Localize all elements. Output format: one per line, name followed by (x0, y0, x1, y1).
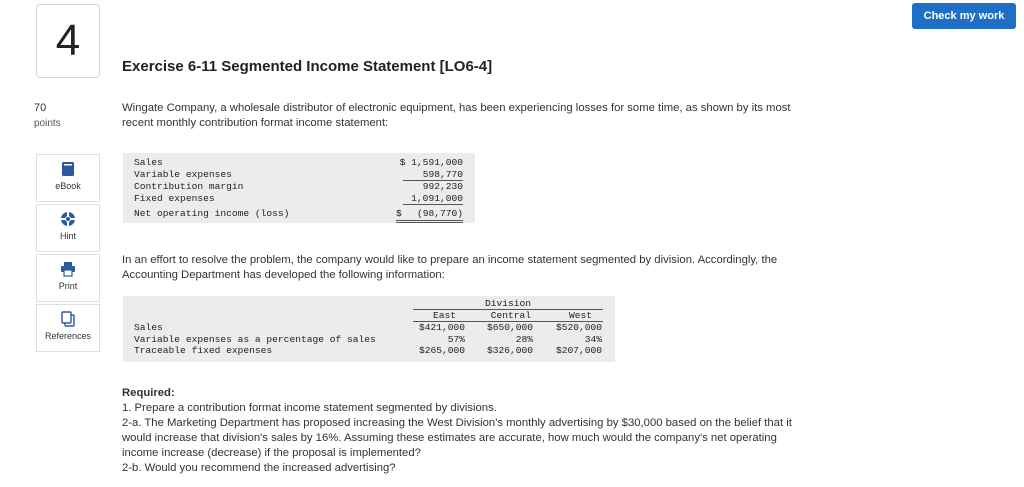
points-value: 70 (34, 102, 47, 114)
cell-central-traceable-fixed: $326,000 (486, 345, 533, 356)
cell-east-variable-pct: 57% (447, 334, 465, 345)
references-label: References (44, 331, 92, 341)
required-item-2a-line-1: 2-a. The Marketing Department has proposed increasing the West Division's monthly advertising by $30,000 based on the belief that it (122, 417, 792, 429)
column-header-east: East (432, 310, 456, 321)
check-my-work-button[interactable]: Check my work (912, 3, 1016, 29)
printer-icon (60, 261, 76, 277)
division-group-header: Division (485, 298, 532, 309)
cell-east-traceable-fixed: $265,000 (418, 345, 465, 356)
book-icon (60, 161, 76, 177)
net-income-dollar-sign: $ (396, 208, 402, 219)
division-table (123, 296, 615, 362)
required-item-2a-line-3: income increase (decrease) if the proposal is implemented? (122, 447, 421, 459)
total-double-rule (396, 220, 463, 223)
hint-label: Hint (59, 231, 76, 241)
row-label-contribution-margin: Contribution margin (134, 181, 244, 192)
question-number: 4 (36, 4, 100, 78)
division-row-label-sales: Sales (134, 322, 163, 333)
required-section (122, 386, 892, 476)
row-label-variable-expenses: Variable expenses (134, 169, 232, 180)
print-button[interactable] (36, 254, 100, 302)
value-fixed-expenses: 1,091,000 (411, 193, 463, 204)
points-label: points (34, 118, 61, 129)
value-variable-expenses: 598,770 (422, 169, 463, 180)
middle-line-2: Accounting Department has developed the following information: (122, 269, 445, 281)
required-heading: Required: (122, 387, 175, 399)
ebook-label: eBook (55, 181, 81, 191)
cell-east-sales: $421,000 (418, 322, 465, 333)
intro-paragraph (122, 101, 882, 131)
value-net-operating-income: (98,770) (416, 208, 463, 219)
copy-icon (60, 311, 76, 327)
row-label-sales: Sales (134, 157, 163, 168)
income-statement-table (123, 153, 475, 223)
required-item-1: 1. Prepare a contribution format income statement segmented by divisions. (122, 402, 497, 414)
points-indicator (34, 101, 61, 131)
row-label-net-operating-income: Net operating income (loss) (134, 208, 290, 219)
required-item-2a-line-2: would increase that division's sales by 16%. Assuming these estimates are accurate, how much would the company's net operating (122, 432, 777, 444)
intro-line-1: Wingate Company, a wholesale distributor of electronic equipment, has been experiencing losses for some time, as shown by its most (122, 102, 791, 114)
exercise-title: Exercise 6-11 Segmented Income Statement [LO6-4] (122, 58, 493, 75)
lifebuoy-icon (60, 211, 76, 227)
references-button[interactable] (36, 304, 100, 352)
middle-line-1: In an effort to resolve the problem, the company would like to prepare an income statement segmented by division. Accordingly, the (122, 254, 778, 266)
print-label: Print (58, 281, 78, 291)
value-contribution-margin: 992,230 (422, 181, 463, 192)
column-header-central: Central (490, 310, 531, 321)
subtotal-rule-2 (403, 204, 463, 205)
cell-central-variable-pct: 28% (515, 334, 533, 345)
column-header-west: West (568, 310, 592, 321)
value-sales: $ 1,591,000 (399, 157, 463, 168)
cell-west-traceable-fixed: $207,000 (555, 345, 602, 356)
required-item-2b: 2-b. Would you recommend the increased advertising? (122, 462, 396, 474)
middle-paragraph (122, 253, 882, 283)
ebook-button[interactable] (36, 154, 100, 202)
cell-west-sales: $520,000 (555, 322, 602, 333)
hint-button[interactable] (36, 204, 100, 252)
intro-line-2: recent monthly contribution format income statement: (122, 117, 389, 129)
division-row-label-traceable-fixed: Traceable fixed expenses (134, 345, 273, 356)
row-label-fixed-expenses: Fixed expenses (134, 193, 215, 204)
cell-central-sales: $650,000 (486, 322, 533, 333)
division-row-label-variable-pct: Variable expenses as a percentage of sales (134, 334, 376, 345)
cell-west-variable-pct: 34% (584, 334, 602, 345)
